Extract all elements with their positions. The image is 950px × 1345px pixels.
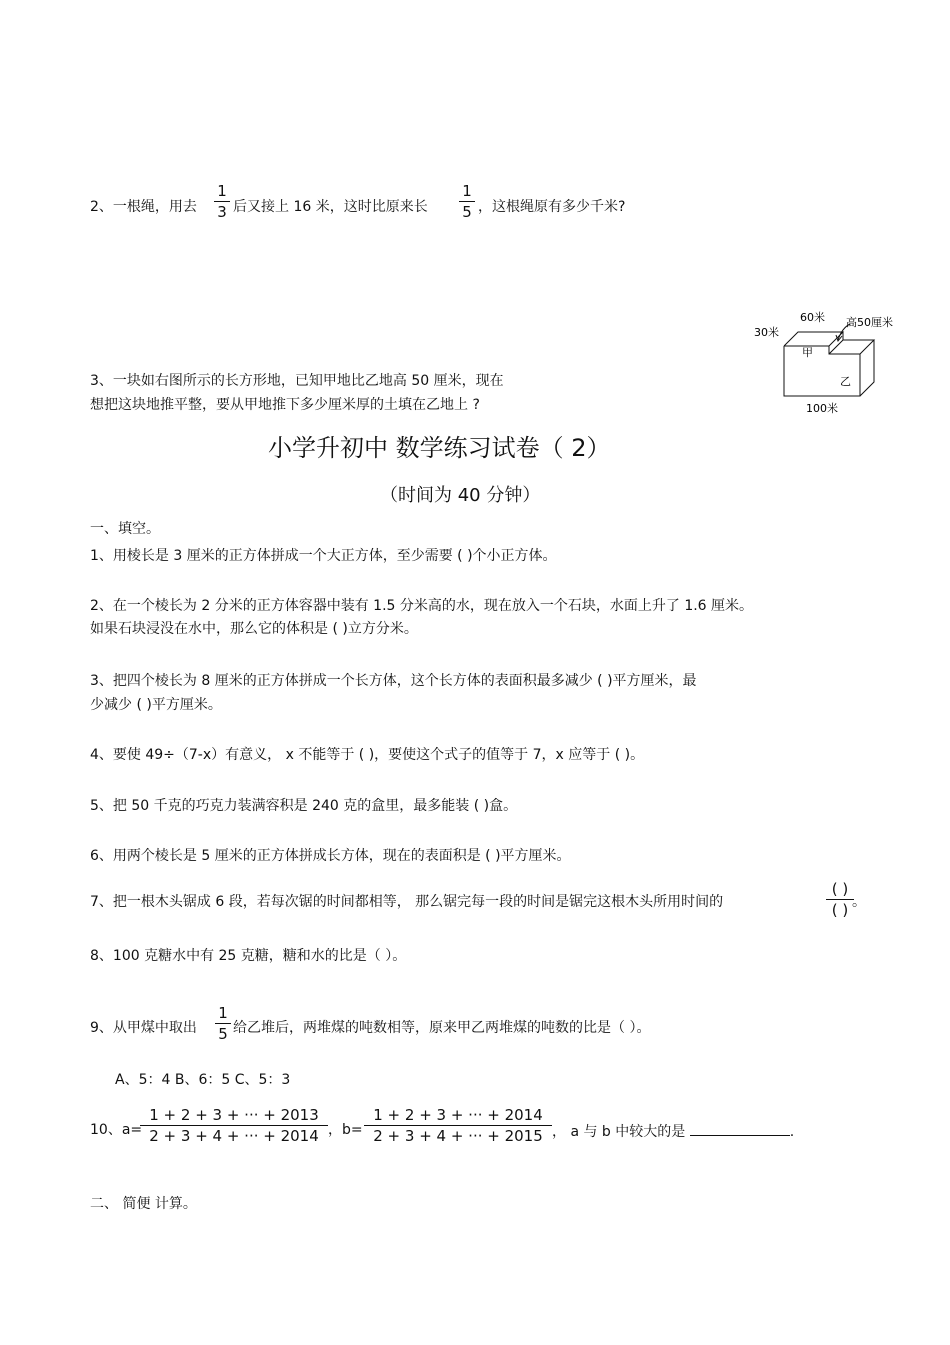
fraction-denominator: 5 — [462, 203, 472, 221]
question-8: 8、100 克糖水中有 25 克糖，糖和水的比是（ ）。 — [90, 948, 407, 964]
question-9-fraction — [215, 1004, 231, 1043]
fraction-numerator: 1 — [462, 182, 472, 200]
prev-q2-fraction-1 — [214, 182, 230, 221]
prev-q2-text-a: 2、一根绳，用去 — [90, 199, 197, 215]
fraction-numerator: ( ) — [831, 880, 849, 898]
question-10-post-text: ， a 与 b 中较大的是 — [552, 1124, 686, 1140]
answer-blank — [690, 1121, 790, 1136]
yi-top — [843, 340, 874, 354]
figure-left-label: 30米 — [754, 326, 779, 339]
fraction-denominator: 5 — [218, 1025, 228, 1043]
question-9-options: A、5：4 B、6：5 C、5：3 — [115, 1072, 291, 1088]
question-2-line-1: 2、在一个棱长为 2 分米的正方体容器中装有 1.5 分米高的水，现在放入一个石块，水面上升了 1.6 厘米。 — [90, 598, 754, 614]
section-1-heading: 一、填空。 — [90, 521, 160, 537]
figure-height-label: 高50厘米 — [846, 316, 893, 329]
land-figure — [752, 306, 912, 416]
fraction-numerator: 1 + 2 + 3 + ··· + 2014 — [373, 1106, 543, 1124]
question-7-fraction — [826, 880, 854, 919]
question-10-post — [552, 1121, 794, 1141]
question-1: 1、用棱长是 3 厘米的正方体拼成一个大正方体，至少需要 ( )个小正方体。 — [90, 548, 557, 564]
prev-q2-fraction-2 — [459, 182, 475, 221]
fraction-numerator: 1 — [218, 1004, 228, 1022]
fraction-denominator: 3 — [217, 203, 227, 221]
question-3-line-2: 少减少 ( )平方厘米。 — [90, 697, 222, 713]
figure-yi-label: 乙 — [840, 375, 851, 388]
jia-top — [784, 332, 843, 346]
prev-q3-line1: 3、一块如右图所示的长方形地，已知甲地比乙地高 50 厘米，现在 — [90, 373, 504, 389]
page-subtitle: （时间为 40 分钟） — [380, 485, 541, 506]
prev-q3-line2: 想把这块地推平整，要从甲地推下多少厘米厚的土填在乙地上 ? — [90, 397, 480, 413]
figure-jia-label: 甲 — [802, 346, 813, 359]
fraction-denominator: 2 + 3 + 4 + ··· + 2015 — [373, 1127, 543, 1145]
question-6: 6、用两个棱长是 5 厘米的正方体拼成长方体，现在的表面积是 ( )平方厘米。 — [90, 848, 571, 864]
question-9-text-b: 给乙堆后，两堆煤的吨数相等，原来甲乙两堆煤的吨数的比是（ ）。 — [233, 1020, 651, 1036]
front-face — [784, 346, 860, 396]
right-face — [860, 340, 874, 396]
question-5: 5、把 50 千克的巧克力装满容积是 240 克的盒里，最多能装 ( )盒。 — [90, 798, 518, 814]
section-2-heading: 二、 简便 计算。 — [90, 1196, 197, 1212]
fraction-denominator: 2 + 3 + 4 + ··· + 2014 — [149, 1127, 319, 1145]
question-7-end: 。 — [852, 894, 866, 910]
question-10-fraction-b — [364, 1106, 552, 1145]
fraction-numerator: 1 + 2 + 3 + ··· + 2013 — [149, 1106, 319, 1124]
prev-q2-text-c: ，这根绳原有多少千米? — [478, 199, 626, 215]
question-10-prefix: 10、a= — [90, 1122, 143, 1138]
question-3-line-1: 3、把四个棱长为 8 厘米的正方体拼成一个长方体，这个长方体的表面积最多减少 ( )平方厘米，最 — [90, 673, 697, 689]
page-title: 小学升初中 数学练习试卷（ 2） — [268, 434, 611, 462]
question-7: 7、把一根木头锯成 6 段，若每次锯的时间都相等， 那么锯完每一段的时间是锯完这根木头所用时间的 — [90, 894, 724, 910]
figure-top-label: 60米 — [800, 311, 825, 324]
question-9-text-a: 9、从甲煤中取出 — [90, 1020, 197, 1036]
question-10-fraction-a — [140, 1106, 328, 1145]
fraction-denominator: ( ) — [831, 901, 849, 919]
question-10-mid: ，b= — [328, 1122, 363, 1138]
question-2-line-2: 如果石块浸没在水中，那么它的体积是 ( )立方分米。 — [90, 621, 418, 637]
figure-bottom-label: 100米 — [806, 402, 838, 415]
question-10-period: . — [789, 1124, 795, 1140]
prev-q2-text-b: 后又接上 16 米，这时比原来长 — [233, 199, 428, 215]
fraction-numerator: 1 — [217, 182, 227, 200]
question-4: 4、要使 49÷（7-x）有意义， x 不能等于 ( )，要使这个式子的值等于 7，x 应等于 ( )。 — [90, 747, 645, 763]
